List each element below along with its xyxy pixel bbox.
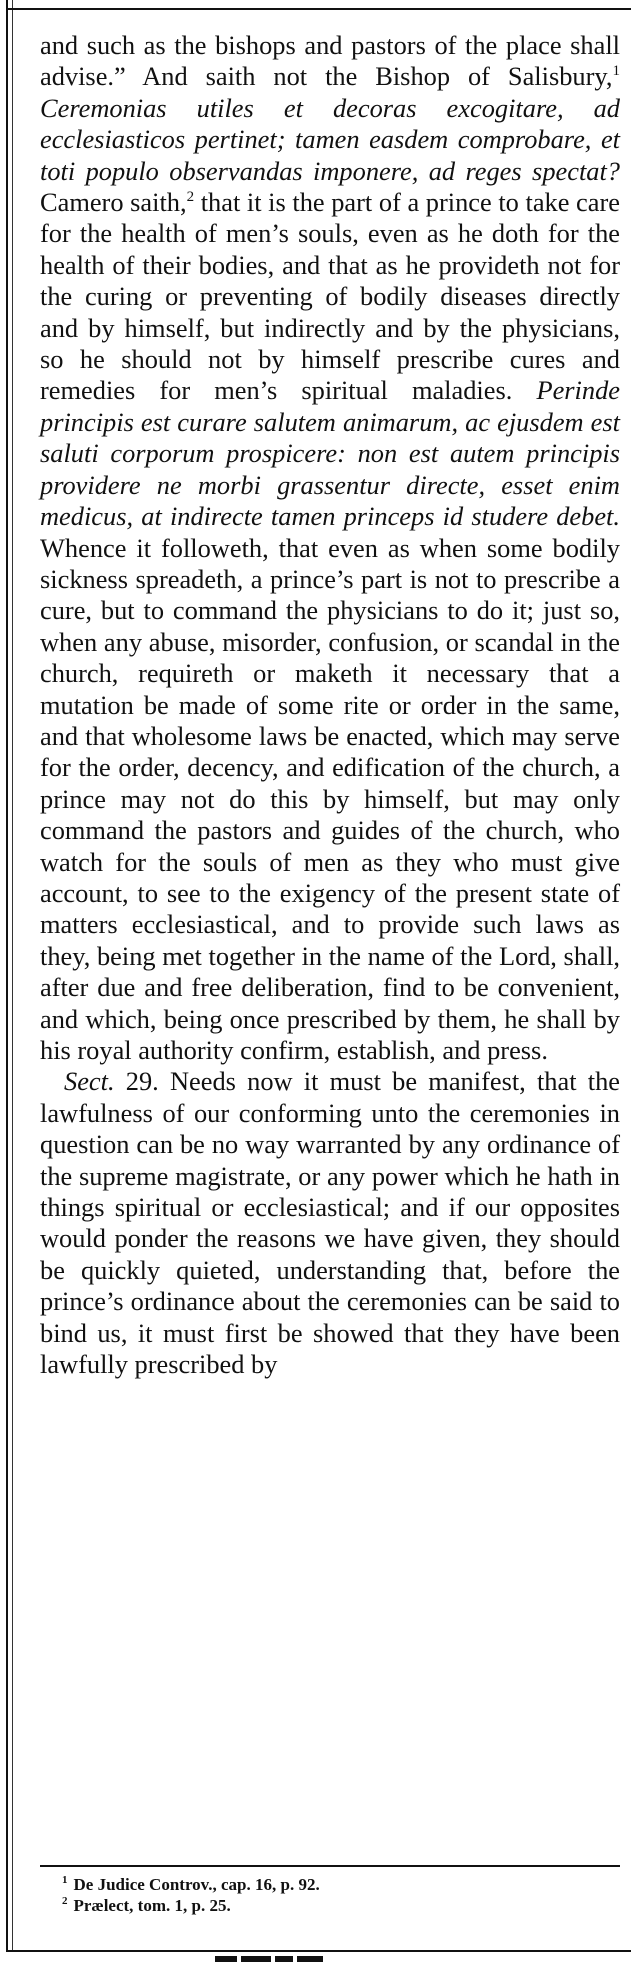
left-inner-rule: [12, 0, 13, 1950]
footnotes: [62, 1874, 602, 1916]
footnote-divider: [40, 1865, 620, 1867]
paragraph: [40, 1066, 620, 1380]
footnote-mark: 2: [62, 1895, 68, 1908]
text-run: 29. Needs now it must be manifest, that the lawfulness of our conforming unto the ceremonies in question can be no way warranted by any ordinance of the supreme magistrate, or any power which he hath in things spiritual or ecclesiastical; and if our opposites would ponder the reasons we have given, they should be quickly quieted, understanding that, before the prince’s ordinance about the ceremonies can be said to bind us, it must first be showed that they have been lawfully prescribed by: [40, 1066, 620, 1380]
paragraph: [40, 30, 620, 1066]
footnote-reference: 1: [612, 63, 620, 80]
bottom-border-rule: [6, 1950, 631, 1952]
footnote-text: Prælect, tom. 1, p. 25.: [73, 1896, 231, 1915]
top-border-rule: [6, 8, 631, 10]
text-run: that it is the part of a prince to take care for the health of men’s souls, even as he doth for the health of their bodies, and that as he provideth not for the curing or preventing of bodily diseases directly and by himself, but indirectly and by the physicians, so he should not by himself prescribe cures and remedies for men’s spiritual maladies.: [40, 187, 620, 406]
left-border-rule: [6, 0, 8, 1950]
footnote-reference: 2: [186, 189, 195, 206]
next-page-text-fragment: [215, 1956, 355, 1970]
footnote-2: [62, 1895, 602, 1916]
body-text: [40, 30, 620, 1380]
text-run: Whence it followeth, that even as when some bodily sickness spreadeth, a prince’s part is not to prescribe a cure, but to command the physicians to do it; just so, when any abuse, misorder, confusion, or scandal in the church, requireth or maketh it necessary that a mutation be made of some rite or order in the same, and that wholesome laws be enacted, which may serve for the order, decency, and edification of the church, a prince may not do this by himself, but may only command the pastors and guides of the church, who watch for the souls of men as they who must give account, to see to the exigency of the present state of matters ecclesiastical, and to provide such laws as they, being met together in the name of the Lord, shall, after due and free deliberation, find to be convenient, and which, being once prescribed by them, he shall by his royal authority confirm, establish, and press.: [40, 532, 620, 1065]
footnote-1: [62, 1874, 602, 1895]
italic-text: Sect.: [64, 1066, 115, 1097]
italic-text: Perinde principis est curare salutem animarum, ac ejusdem est saluti corporum prospicere: non est autem principis providere ne morbi grassentur directe, esset enim medicus, at indirecte tamen princeps id studere debet.: [40, 375, 620, 532]
text-run: Camero saith,: [40, 187, 187, 218]
text-run: and such as the bishops and pastors of the place shall advise.” And saith not the Bishop of Salisbury,: [40, 30, 620, 92]
footnote-text: De Judice Controv., cap. 16, p. 92.: [73, 1875, 320, 1894]
footnote-mark: 1: [62, 1874, 68, 1887]
italic-text: Ceremonias utiles et decoras excogitare, ad ecclesiasticos pertinet; tamen easdem comprobare, et toti populo observandas imponere, ad reges spectat?: [40, 92, 620, 186]
